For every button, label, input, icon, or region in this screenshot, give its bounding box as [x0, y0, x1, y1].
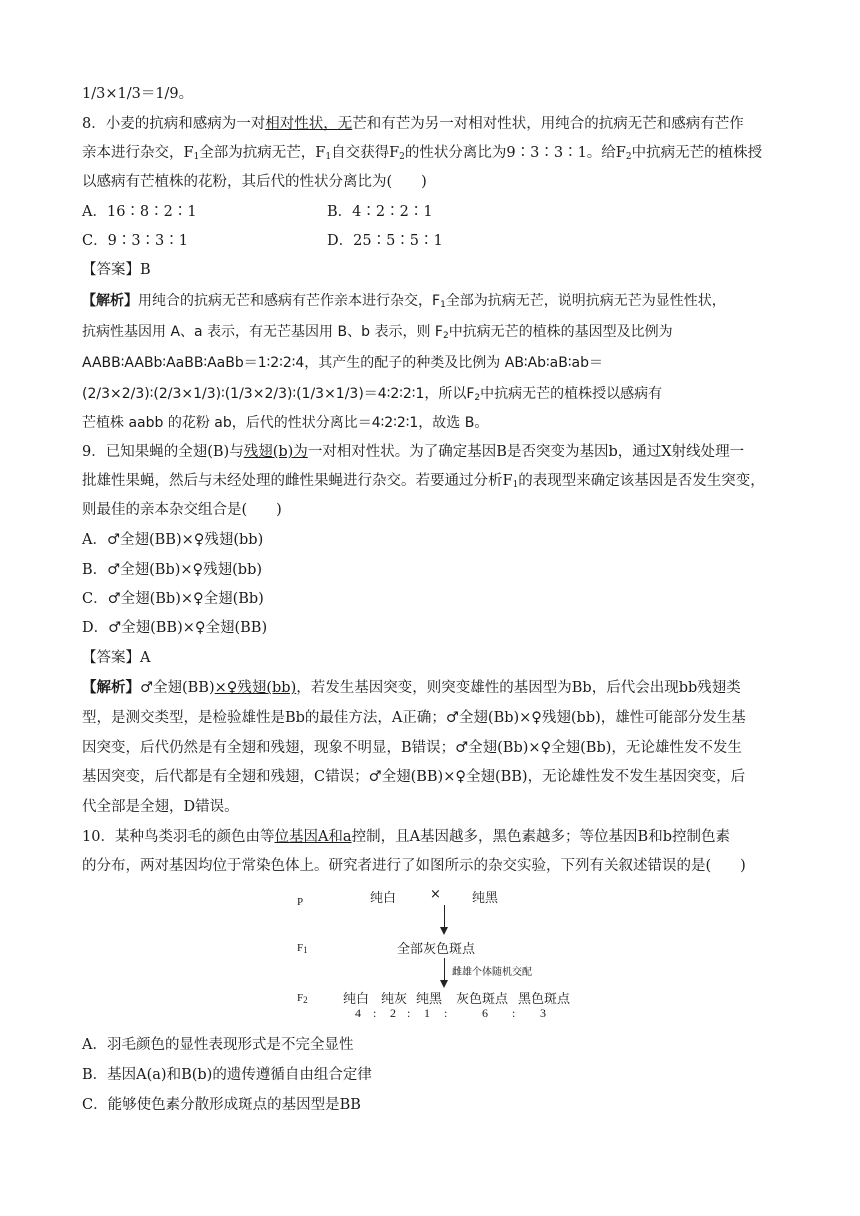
q10-option-b: B．基因A(a)和B(b)的遗传遵循自由组合定律 — [82, 1067, 372, 1083]
arrow-head-icon — [440, 927, 448, 935]
q9-analysis-line-5: 代全部是全翅，D错误。 — [82, 799, 239, 815]
ratio-value: 1 — [424, 1006, 430, 1020]
q9-analysis-line-4: 基因突变，后代都是有全翅和残翅，C错误；♂全翅(BB)×♀全翅(BB)，无论雄性发不发生基因突变，后 — [82, 769, 746, 785]
f2-black-spotted: 黑色斑点 — [518, 992, 571, 1007]
f2-pure-gray: 纯灰 — [381, 992, 408, 1007]
ratio-separator: : — [407, 1006, 411, 1020]
arrow-p-to-f1 — [444, 905, 445, 927]
q9-analysis-line-1: 【解析】♂全翅(BB)×♀残翅(bb)，若发生基因突变，则突变雄性的基因型为Bb，后代会出现bb残翅类 — [82, 679, 741, 696]
q8-analysis-line-3: AABB∶AABb∶AaBB∶AaBb＝1∶2∶2∶4，其产生的配子的种类及比例为 AB∶Ab∶aB∶ab＝ — [82, 355, 603, 371]
q9-stem-line-2: 批雄性果蝇，然后与未经处理的雌性果蝇进行杂交。若要通过分析$F_1$的表现型来确定该基因是否发生突变， — [82, 473, 765, 490]
q8-analysis-line-1: 【解析】用纯合的抗病无芒和感病有芒作亲本进行杂交，$F_1$全部为抗病无芒，说明抗病无芒为显性性状， — [82, 293, 726, 310]
f1-all-gray-spotted: 全部灰色斑点 — [397, 942, 476, 957]
q9-stem-line-1: 9．已知果蝇的全翅(B)与残翅(b)为一对相对性状。为了确定基因B是否突变为基因b，通过X射线处理一 — [82, 444, 745, 460]
generation-f1-label: $F_1$ — [297, 942, 308, 955]
ratio-value: 3 — [540, 1006, 546, 1020]
carryover-line: 1/3×1/3＝1/9。 — [82, 86, 194, 102]
q10-option-a: A．羽毛颜色的显性表现形式是不完全显性 — [82, 1037, 354, 1053]
parent-pure-black: 纯黑 — [472, 891, 499, 906]
q8-analysis-line-4: (2/3×2/3)∶(2/3×1/3)∶(1/3×2/3)∶(1/3×1/3)＝4∶2∶2∶1，所以$F_2$中抗病无芒的植株授以感病有 — [82, 386, 663, 403]
q8-option-d: D．25∶5∶5∶1 — [327, 233, 443, 249]
random-mating-note: 雌雄个体随机交配 — [452, 967, 532, 978]
q8-analysis-line-2: 抗病性基因用 A、a 表示，有无芒基因用 B、b 表示，则 $F_2$中抗病无芒的植株的基因型及比例为 — [82, 324, 673, 341]
ratio-separator: : — [512, 1006, 516, 1020]
q10-stem-line-2: 的分布，两对基因均位于常染色体上。研究者进行了如图所示的杂交实验，下列有关叙述错误的是( ) — [82, 858, 746, 874]
q8-option-b: B．4∶2∶2∶1 — [327, 204, 433, 220]
q8-analysis-line-5: 芒植株 aabb 的花粉 ab，后代的性状分离比＝4∶2∶2∶1，故选 B。 — [82, 415, 489, 431]
q9-option-d: D．♂全翅(BB)×♀全翅(BB) — [82, 620, 268, 636]
cross-symbol: × — [430, 887, 441, 902]
arrow-f1-to-f2 — [444, 958, 445, 981]
q8-stem-line-3: 以感病有芒植株的花粉，其后代的性状分离比为( ) — [82, 174, 427, 190]
ratio-separator: : — [444, 1006, 448, 1020]
q8-stem-line-1: 8．小麦的抗病和感病为一对相对性状，无芒和有芒为另一对相对性状，用纯合的抗病无芒和感病有芒作 — [82, 116, 744, 132]
q10-option-c: C．能够使色素分散形成斑点的基因型是BB — [82, 1097, 361, 1113]
q8-answer: 【答案】B — [82, 262, 151, 278]
generation-p-label: P — [297, 896, 304, 908]
ratio-value: 6 — [482, 1006, 488, 1020]
generation-f2-label: $F_2$ — [297, 992, 308, 1005]
q9-stem-line-3: 则最佳的亲本杂交组合是( ) — [82, 502, 282, 518]
ratio-separator: : — [373, 1006, 377, 1020]
arrow-head-icon — [440, 980, 448, 988]
ratio-value: 4 — [355, 1006, 361, 1020]
q9-analysis-line-3: 因突变，后代仍然是有全翅和残翅，现象不明显，B错误；♂全翅(Bb)×♀全翅(Bb)，无论雄性发不发生 — [82, 740, 742, 756]
q8-option-a: A．16∶8∶2∶1 — [82, 204, 197, 220]
q9-analysis-line-2: 型，是测交类型，是检验雄性是Bb的最佳方法，A正确；♂全翅(Bb)×♀残翅(bb)，雄性可能部分发生基 — [82, 710, 746, 726]
q9-option-c: C．♂全翅(Bb)×♀全翅(Bb) — [82, 591, 264, 607]
q8-option-c: C．9∶3∶3∶1 — [82, 233, 188, 249]
q8-stem-line-2: 亲本进行杂交，$F_1$全部为抗病无芒，$F_1$自交获得$F_2$的性状分离比为9∶3∶3∶1。给$F_2$中抗病无芒的植株授 — [82, 145, 763, 162]
q9-option-b: B．♂全翅(Bb)×♀残翅(bb) — [82, 562, 263, 578]
q9-option-a: A．♂全翅(BB)×♀残翅(bb) — [82, 532, 264, 548]
q10-stem-line-1: 10．某种鸟类羽毛的颜色由等位基因A和a控制，且A基因越多，黑色素越多；等位基因B和b控制色素 — [82, 829, 730, 845]
q9-answer: 【答案】A — [82, 650, 151, 666]
ratio-value: 2 — [390, 1006, 396, 1020]
parent-pure-white: 纯白 — [370, 891, 397, 906]
f2-gray-spotted: 灰色斑点 — [456, 992, 509, 1007]
f2-pure-black: 纯黑 — [416, 992, 443, 1007]
f2-pure-white: 纯白 — [343, 992, 370, 1007]
